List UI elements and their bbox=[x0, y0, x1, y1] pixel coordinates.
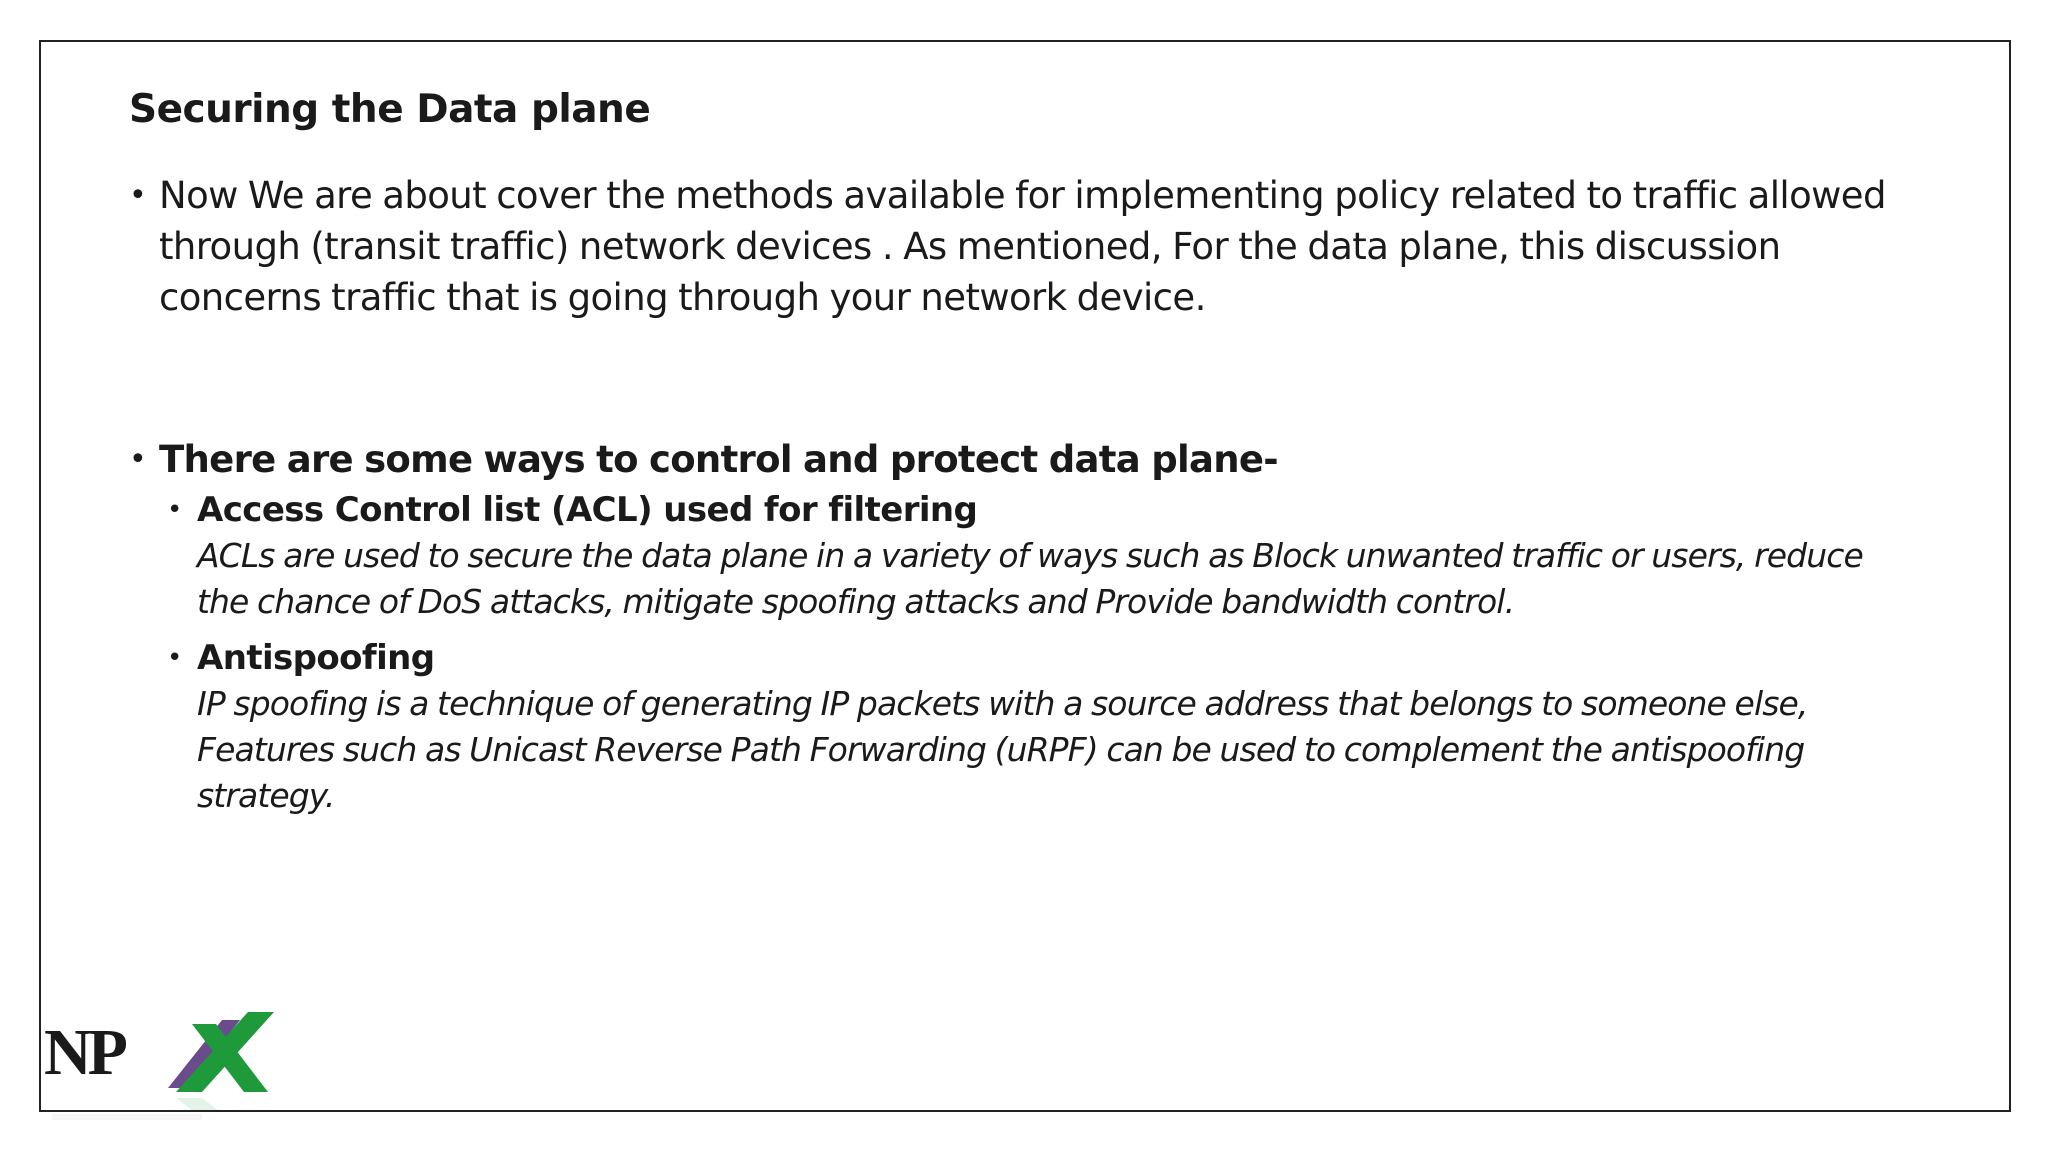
sub-bullet-heading: Antispoofing bbox=[197, 638, 435, 678]
sub-bullet-description: IP spoofing is a technique of generating IP packets with a source address that belongs to someone else, Features such as Unicast Reverse Path Forwarding (uRPF) can be used to complement the antispoofing strategy. bbox=[197, 684, 1808, 815]
sub-bullet-dot-icon: • bbox=[167, 643, 183, 673]
bullet-text: Now We are about cover the methods available for implementing policy related to traffic allowed through (transit traffic) network devices . As mentioned, For the data plane, this discussion concerns traffic that is going through your network device. bbox=[159, 174, 1886, 319]
slide-title: Securing the Data plane bbox=[129, 87, 651, 132]
sub-bullet-heading: Access Control list (ACL) used for filtering bbox=[197, 490, 978, 530]
svg-text:NP: NP bbox=[44, 1016, 124, 1089]
bullet-item bbox=[129, 434, 1909, 829]
sub-bullet-list bbox=[167, 487, 1909, 819]
bullet-item bbox=[129, 170, 1909, 323]
npx-logo bbox=[42, 1002, 282, 1122]
slide-frame bbox=[39, 40, 2011, 1112]
sub-bullet-item-acl bbox=[167, 487, 1909, 625]
bullet-dot-icon: • bbox=[129, 178, 147, 213]
bullet-text: There are some ways to control and protect data plane- bbox=[159, 438, 1278, 481]
bullet-dot-icon: • bbox=[129, 442, 147, 477]
sub-bullet-item-antispoofing bbox=[167, 635, 1909, 819]
sub-bullet-dot-icon: • bbox=[167, 495, 183, 525]
sub-bullet-description: ACLs are used to secure the data plane in a variety of ways such as Block unwanted traffic or users, reduce the chance of DoS attacks, mitigate spoofing attacks and Provide bandwidth control. bbox=[197, 536, 1863, 621]
